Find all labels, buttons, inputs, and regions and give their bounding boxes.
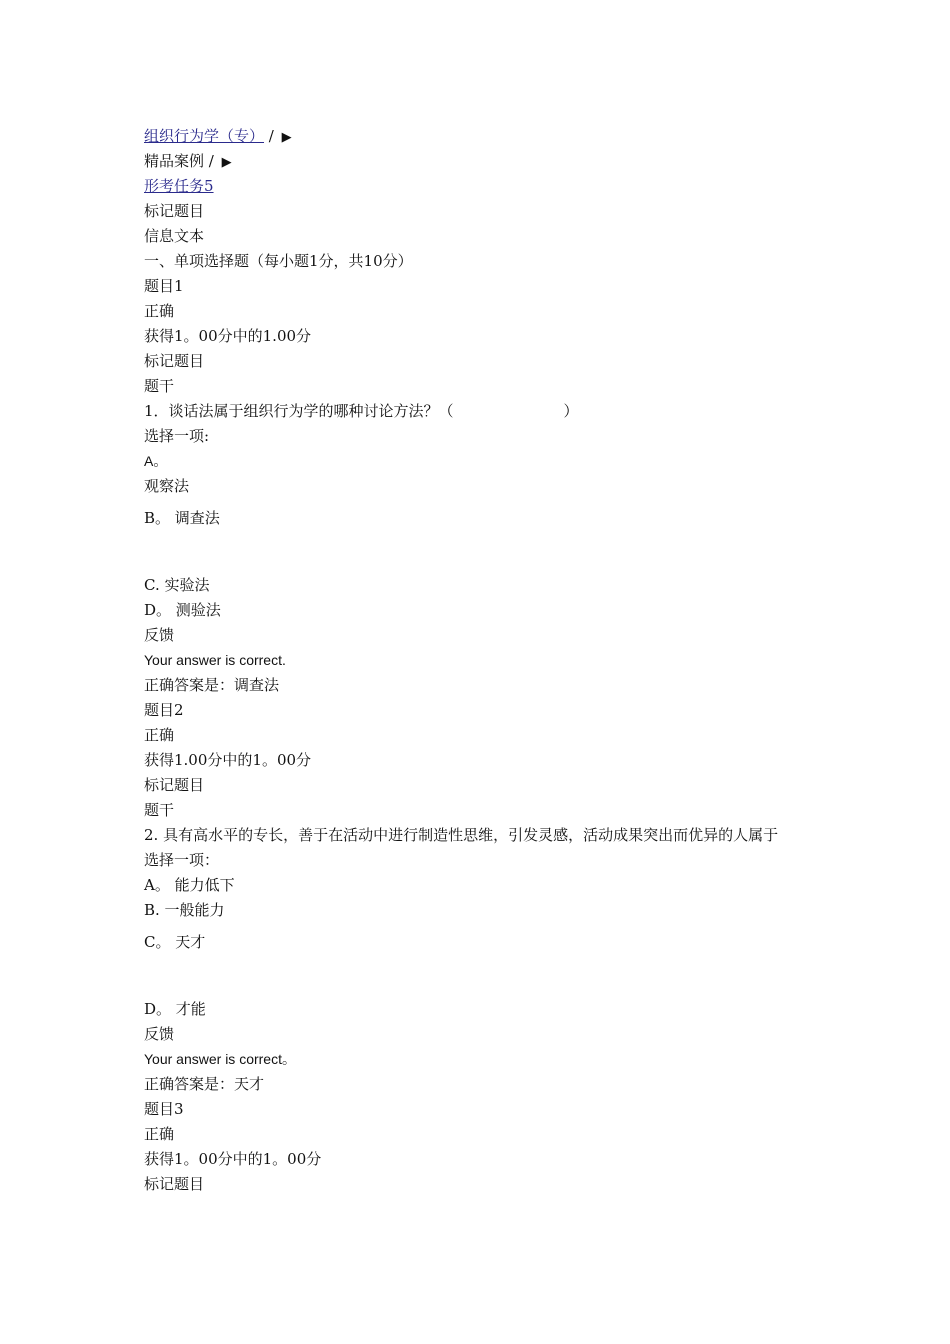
- question-status: 正确: [144, 1125, 175, 1143]
- option-a[interactable]: A。: [144, 453, 168, 469]
- breadcrumb-section-label: 精品案例: [144, 152, 205, 170]
- feedback-text: Your answer is correct.: [144, 652, 286, 668]
- correct-answer: 正确答案是：调查法: [144, 676, 280, 694]
- question-stem-text: 1．谈话法属于组织行为学的哪种讨论方法？（: [144, 402, 454, 420]
- document-page: [144, 124, 824, 1197]
- breadcrumb-separator: /: [264, 127, 279, 145]
- option-d[interactable]: D。 测验法: [144, 601, 221, 619]
- question-status: 正确: [144, 726, 175, 744]
- question-title: 题目2: [144, 701, 184, 719]
- option-c[interactable]: C。 天才: [144, 933, 206, 951]
- feedback-label: 反馈: [144, 626, 175, 644]
- play-arrow-icon: ▶: [281, 130, 292, 145]
- question-grade: 获得1.00分中的1。00分: [144, 751, 312, 769]
- option-a[interactable]: A。 能力低下: [144, 876, 235, 894]
- flag-question[interactable]: 标记题目: [144, 1175, 205, 1193]
- question-status: 正确: [144, 302, 175, 320]
- question-stem-close: ）: [563, 402, 579, 420]
- correct-answer: 正确答案是：天才: [144, 1075, 265, 1093]
- breadcrumb-course-link[interactable]: 组织行为学（专）: [144, 127, 265, 145]
- question-title: 题目1: [144, 277, 184, 295]
- flag-question[interactable]: 标记题目: [144, 352, 205, 370]
- question-stem-label: 题干: [144, 377, 175, 395]
- choose-one-label: 选择一项:: [144, 427, 210, 445]
- option-d[interactable]: D。 才能: [144, 1000, 206, 1018]
- question-grade: 获得1。00分中的1。00分: [144, 1150, 322, 1168]
- flag-question[interactable]: 标记题目: [144, 202, 205, 220]
- feedback-label: 反馈: [144, 1025, 175, 1043]
- flag-question[interactable]: 标记题目: [144, 776, 205, 794]
- feedback-text: Your answer is correct。: [144, 1051, 296, 1067]
- breadcrumb-task: [144, 174, 824, 199]
- question-grade: 获得1。00分中的1.00分: [144, 327, 312, 345]
- question-stem: 2. 具有高水平的专长，善于在活动中进行制造性思维，引发灵感，活动成果突出而优异的人属于: [144, 826, 779, 844]
- option-a-text[interactable]: 观察法: [144, 477, 190, 495]
- question-stem-label: 题干: [144, 801, 175, 819]
- breadcrumb-separator: /: [204, 152, 219, 170]
- breadcrumb-section: [144, 149, 824, 174]
- question-stem: [144, 399, 824, 424]
- option-b[interactable]: B. 一般能力: [144, 901, 225, 919]
- section-title: 一、单项选择题（每小题1分，共10分）: [144, 252, 413, 270]
- choose-one-label: 选择一项：: [144, 851, 220, 869]
- breadcrumb-course: [144, 124, 824, 149]
- breadcrumb-task-link[interactable]: 形考任务5: [144, 177, 214, 195]
- question-title: 题目3: [144, 1100, 184, 1118]
- option-c[interactable]: C. 实验法: [144, 576, 210, 594]
- info-text-label: 信息文本: [144, 227, 205, 245]
- play-arrow-icon: ▶: [221, 155, 232, 170]
- option-b[interactable]: B。 调查法: [144, 509, 220, 527]
